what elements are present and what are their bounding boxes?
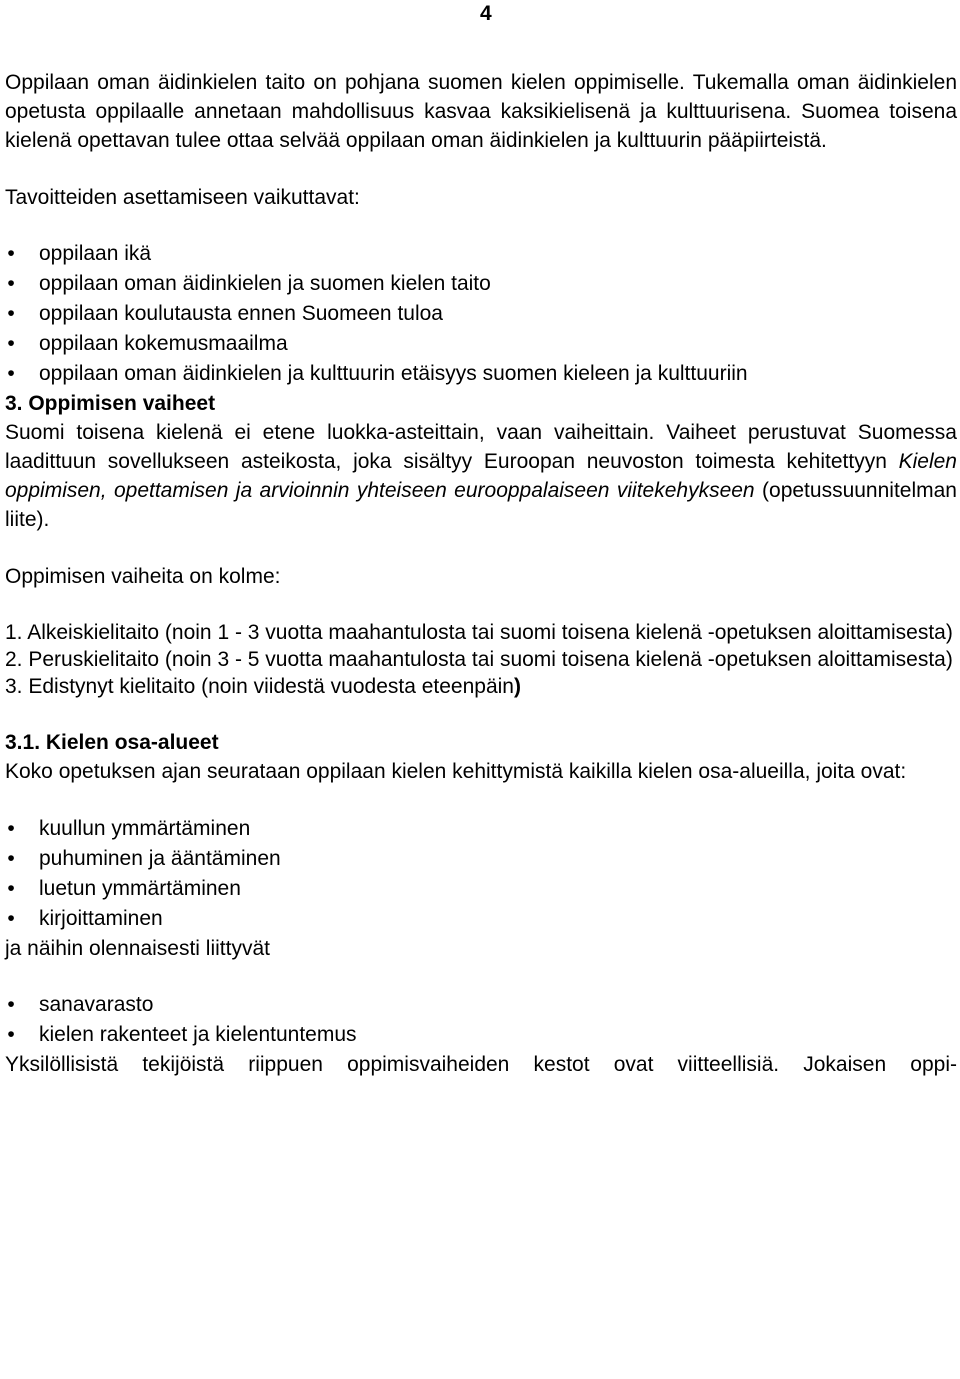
areas-paragraph: Koko opetuksen ajan seurataan oppilaan kielen kehittymistä kaikilla kielen osa-alueilla, joita ovat: <box>5 760 907 783</box>
related-list <box>5 990 957 1050</box>
list-item <box>5 990 957 1020</box>
section-heading-oppimisen-vaiheet: 3. Oppimisen vaiheet <box>5 392 216 415</box>
list-item-text: oppilaan koulutausta ennen Suomeen tuloa <box>39 302 443 325</box>
closing-paragraph: Yksilöllisistä tekijöistä riippuen oppimisvaiheiden kestot ovat viitteellisiä. Jokaisen oppi- <box>5 1053 957 1076</box>
stages-paragraph <box>5 418 957 534</box>
list-item <box>5 814 957 844</box>
stage-item: 2. Peruskielitaito (noin 3 - 5 vuotta maahantulosta tai suomi toisena kielenä -opetuksen aloittamisesta) <box>5 648 953 671</box>
list-item <box>5 1020 957 1050</box>
bullet-icon: • <box>7 847 15 870</box>
list-item <box>5 874 957 904</box>
stage-item <box>5 673 957 700</box>
intro-paragraph: Oppilaan oman äidinkielen taito on pohjana suomen kielen oppimiselle. Tukemalla oman äidinkielen opetusta oppilaalle annetaan mahdollisuus kasvaa kaksikielisenä ja kulttuurisena. Suomea toisena kielenä opettavan tulee ottaa selvää oppilaan oman äidinkielen ja kulttuurin pääpiirteistä. <box>5 71 957 152</box>
stages-lead: Oppimisen vaiheita on kolme: <box>5 565 281 588</box>
list-item-text: oppilaan ikä <box>39 242 152 265</box>
list-item-text: kirjoittaminen <box>39 907 163 930</box>
bullet-icon: • <box>7 877 15 900</box>
list-item-text: oppilaan kokemusmaailma <box>39 332 288 355</box>
list-item-text: kuullun ymmärtäminen <box>39 817 251 840</box>
bullet-icon: • <box>7 993 15 1016</box>
page-number: 4 <box>480 2 492 25</box>
areas-list <box>5 814 957 934</box>
section-heading-kielen-osa-alueet: 3.1. Kielen osa-alueet <box>5 731 219 754</box>
stage-item-close: ) <box>513 675 521 698</box>
stage-item-text: 3. Edistynyt kielitaito (noin viidestä vuodesta eteenpäin <box>5 675 514 698</box>
bullet-icon: • <box>7 302 15 325</box>
stages-list <box>5 619 957 700</box>
list-item <box>5 239 957 269</box>
list-item-text: oppilaan oman äidinkielen ja suomen kielen taito <box>39 272 491 295</box>
bullet-icon: • <box>7 817 15 840</box>
list-item <box>5 359 957 389</box>
list-item <box>5 299 957 329</box>
framework-title: Kielen oppimisen, opettamisen ja arvioinnin yhteiseen eurooppalaiseen viitekehykseen <box>5 450 957 502</box>
list-item <box>5 269 957 299</box>
bullet-icon: • <box>7 272 15 295</box>
goals-list <box>5 239 957 389</box>
related-lead: ja näihin olennaisesti liittyvät <box>5 937 270 960</box>
bullet-icon: • <box>7 1023 15 1046</box>
page-content <box>5 68 957 1079</box>
bullet-icon: • <box>7 332 15 355</box>
stage-item: 1. Alkeiskielitaito (noin 1 - 3 vuotta maahantulosta tai suomi toisena kielenä -opetuksen aloittamisesta) <box>5 621 953 644</box>
bullet-icon: • <box>7 362 15 385</box>
stages-paragraph-tail: (opetussuunnitelman liite). <box>5 479 957 531</box>
list-item <box>5 904 957 934</box>
list-item-text: kielen rakenteet ja kielentuntemus <box>39 1023 357 1046</box>
goals-lead: Tavoitteiden asettamiseen vaikuttavat: <box>5 186 360 209</box>
list-item-text: oppilaan oman äidinkielen ja kulttuurin etäisyys suomen kieleen ja kulttuuriin <box>39 362 748 385</box>
list-item <box>5 844 957 874</box>
list-item-text: luetun ymmärtäminen <box>39 877 241 900</box>
bullet-icon: • <box>7 907 15 930</box>
bullet-icon: • <box>7 242 15 265</box>
list-item <box>5 329 957 359</box>
list-item-text: puhuminen ja ääntäminen <box>39 847 281 870</box>
stages-paragraph-text: Suomi toisena kielenä ei etene luokka-asteittain, vaan vaiheittain. Vaiheet perustuvat Suomessa laadittuun sovellukseen asteikosta, joka sisältyy Euroopan neuvoston toimesta kehitettyyn <box>5 421 957 473</box>
list-item-text: sanavarasto <box>39 993 154 1016</box>
